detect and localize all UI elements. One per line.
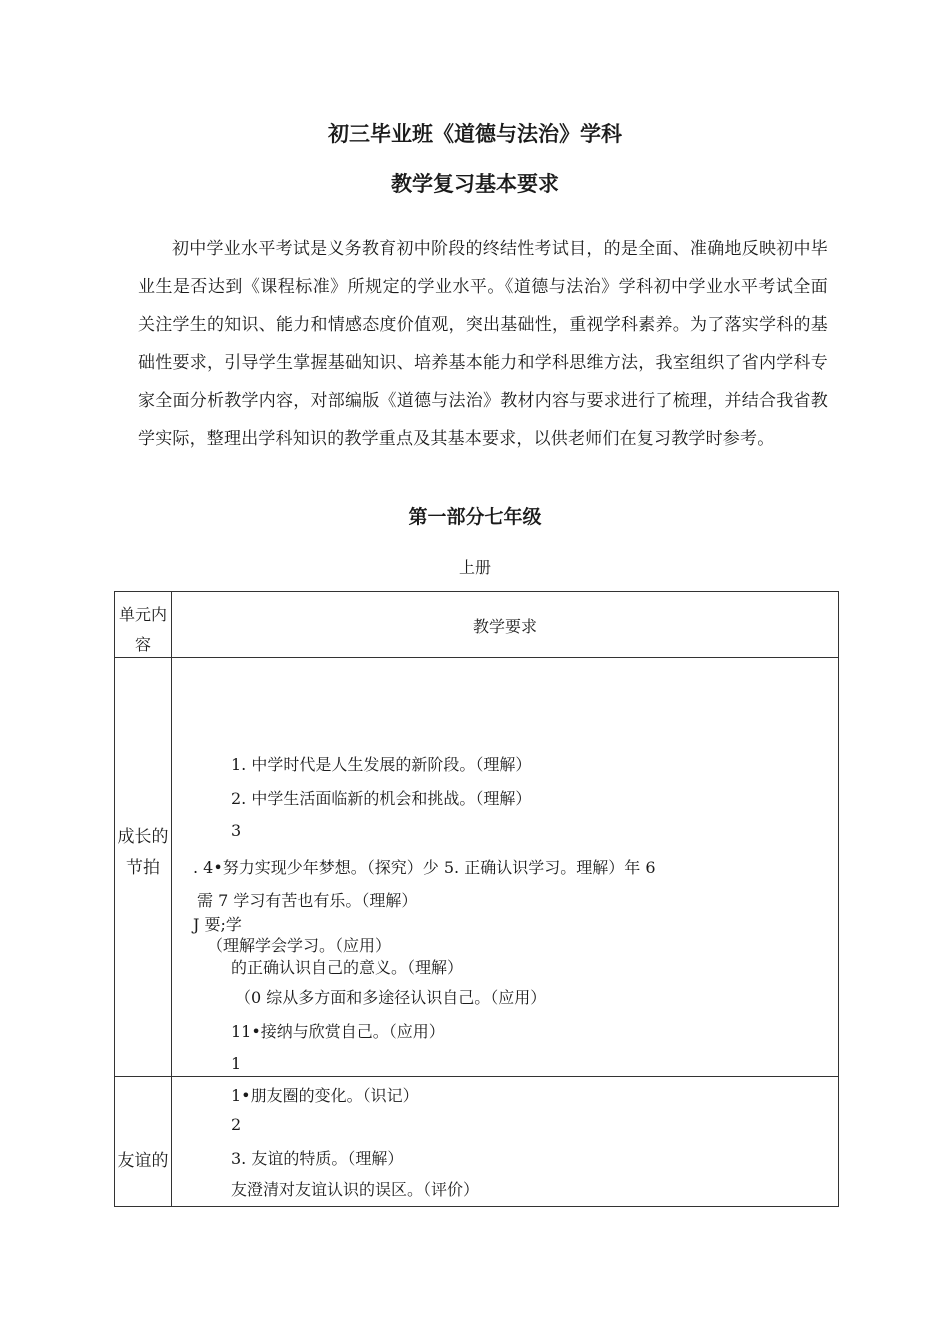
requirement-line: 3. 友谊的特质。（理解）	[231, 1149, 404, 1168]
requirement-line: 需 7 学习有苦也有乐。（理解）	[197, 891, 418, 910]
unit-name-friendship: 友谊的	[117, 1151, 169, 1171]
header-teaching-requirements: 教学要求	[472, 617, 537, 636]
intro-paragraph: 初中学业水平考试是义务教育初中阶段的终结性考试目，的是全面、准确地反映初中毕业生是否达到《课程标准》所规定的学业水平。《道德与法治》学科初中学业水平考试全面关注学生的知识、能力和情感态度价值观，突出基础性，重视学科素养。为了落实学科的基础性要求，引导学生掌握基础知识、培养基本能力和学科思维方法，我室组织了省内学科专家全面分析教学内容，对部编版《道德与法治》教材内容与要求进行了梳理，并结合我省教学实际，整理出学科知识的教学重点及其基本要求，以供老师们在复习教学时参考。	[138, 239, 828, 449]
requirement-line: 1•朋友圈的变化。（识记）	[231, 1086, 419, 1105]
header-unit-content: 单元内容	[118, 605, 167, 654]
requirement-line: J 要;学	[193, 915, 242, 934]
requirement-line: （0 综从多方面和多途径认识自己。（应用）	[235, 988, 547, 1007]
section-title: 第一部分七年级	[408, 506, 542, 528]
requirements-table	[114, 591, 839, 1207]
requirement-line: 友澄清对友谊认识的误区。（评价）	[231, 1180, 480, 1199]
requirement-line: （理解学会学习。（应用）	[207, 936, 392, 955]
requirement-line: 2	[231, 1115, 242, 1134]
requirement-line: 3	[231, 821, 242, 840]
requirement-line: 的正确认识自己的意义。（理解）	[231, 958, 464, 977]
document-title-line1: 初三毕业班《道德与法治》学科	[328, 122, 622, 146]
requirement-line: 11•接纳与欣赏自己。（应用）	[231, 1022, 445, 1041]
requirement-line: . 4•努力实现少年梦想。（探究）少 5. 正确认识学习。理解）年 6	[193, 858, 656, 877]
requirement-line: 2. 中学生活面临新的机会和挑战。（理解）	[231, 789, 532, 808]
unit-name-growth: 成长的节拍	[117, 827, 169, 878]
table-header-divider	[115, 657, 838, 658]
table-column-divider	[171, 592, 172, 1206]
requirement-line: 1	[231, 1054, 242, 1073]
requirement-line: 1. 中学时代是人生发展的新阶段。（理解）	[231, 755, 532, 774]
volume-label: 上册	[458, 558, 491, 577]
document-title-line2: 教学复习基本要求	[391, 172, 559, 196]
table-row-divider	[115, 1076, 838, 1077]
